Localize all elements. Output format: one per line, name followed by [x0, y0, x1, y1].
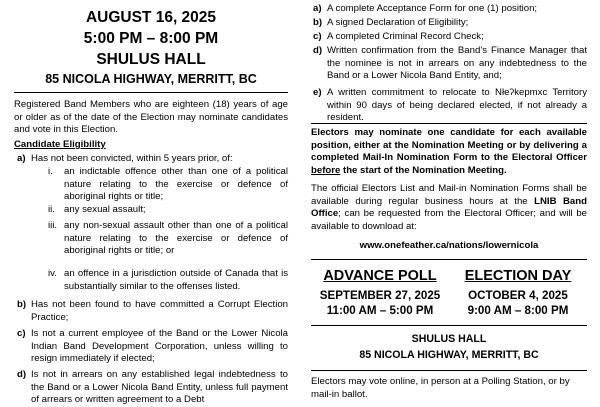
divider — [14, 92, 288, 93]
advance-poll-time: 11:00 AM – 5:00 PM — [326, 304, 434, 317]
poll-venue: SHULUS HALL — [411, 333, 487, 345]
divider — [311, 370, 587, 371]
divider — [311, 325, 587, 326]
download-link[interactable]: www.onefeather.ca/nations/lowernicola — [359, 240, 539, 251]
meeting-venue: SHULUS HALL — [96, 51, 206, 68]
eligibility-heading: Candidate Eligibility — [14, 139, 106, 150]
intro-paragraph: Registered Band Members who are eighteen (18) years of age or older as of the date of the Election may nominate candidates and vote in this Election. — [14, 99, 288, 136]
poll-address: 85 NICOLA HIGHWAY, MERRITT, BC — [359, 349, 539, 361]
divider — [311, 123, 587, 124]
nomination-meeting-banner — [14, 0, 288, 3]
advance-poll-date: SEPTEMBER 27, 2025 — [319, 289, 441, 302]
meeting-time: 5:00 PM – 8:00 PM — [83, 30, 219, 47]
election-day-time: 9:00 AM – 8:00 PM — [467, 304, 569, 317]
meeting-address: 85 NICOLA HIGHWAY, MERRITT, BC — [45, 72, 257, 86]
electors-nomination-note: Electors may nominate one candidate for each available position, either at the Nomination Meeting or by delivering a completed Mail-In Nomination Form to the Electoral Officer before the start of the Nomination Meeting. — [311, 127, 587, 176]
election-day-date: OCTOBER 4, 2025 — [468, 289, 568, 302]
official-list-paragraph: The official Electors List and Mail-in Nomination Forms shall be available during regular business hours at the LNIB Band Office; can be requested from the Electoral Officer; and will be available to download at: — [311, 183, 587, 232]
divider — [311, 259, 587, 260]
election-day-heading: ELECTION DAY — [464, 268, 572, 284]
vote-methods-text: Electors may vote online, in person at a Polling Station, or by mail-in ballot. — [311, 376, 570, 400]
meeting-date: AUGUST 16, 2025 — [85, 9, 217, 26]
advance-poll-heading: ADVANCE POLL — [323, 268, 437, 284]
